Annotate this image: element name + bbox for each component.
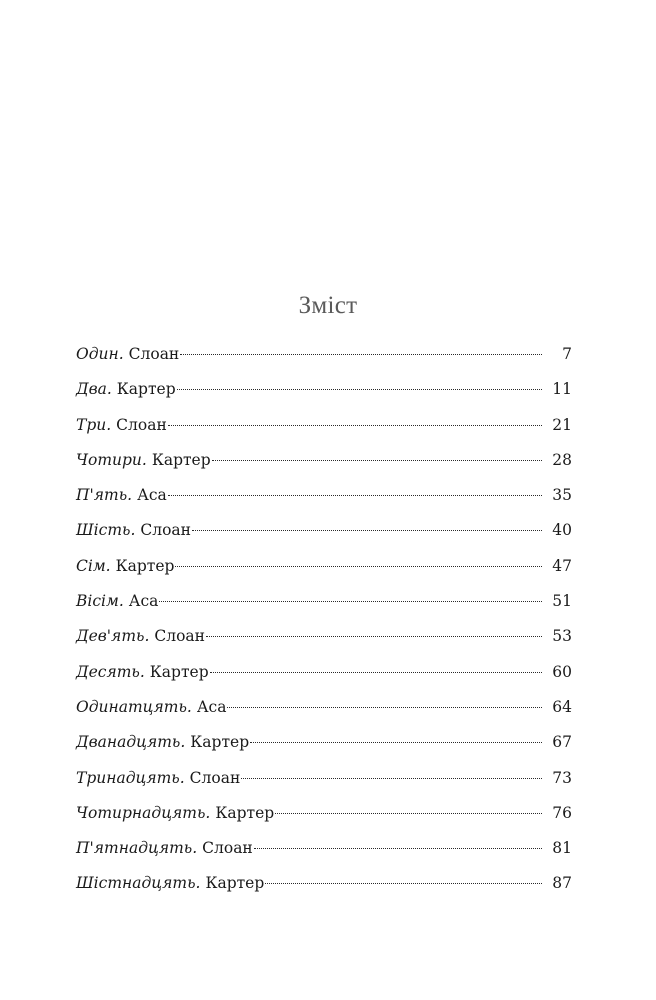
toc-chapter-title: Чотирнадцять. <box>76 803 211 822</box>
toc-narrator: Слоан <box>116 415 167 434</box>
toc-dot-leader <box>254 848 542 849</box>
toc-entry[interactable] <box>76 836 572 871</box>
toc-chapter-title: П'ять. <box>76 486 133 505</box>
toc-page-number: 53 <box>552 627 572 646</box>
toc-page-number: 51 <box>552 592 572 611</box>
toc-narrator: Картер <box>149 662 209 681</box>
toc-narrator: Картер <box>115 556 175 575</box>
toc-entry[interactable] <box>76 413 572 448</box>
toc-chapter-title: Один. <box>76 345 124 363</box>
toc-entry[interactable] <box>76 377 572 412</box>
toc-chapter-title: П'ятнадцять. <box>76 839 198 858</box>
toc-dot-leader <box>250 742 542 743</box>
toc-chapter-title: Сім. <box>76 556 111 575</box>
toc-chapter-title: Шість. <box>76 521 136 540</box>
toc-entry[interactable] <box>76 695 572 730</box>
toc-dot-leader <box>192 530 542 531</box>
toc-page-number: 60 <box>552 662 572 681</box>
toc-page-number: 67 <box>552 733 572 752</box>
toc-narrator: Аса <box>137 486 167 505</box>
toc-page-number: 87 <box>552 874 572 893</box>
toc-page-number: 11 <box>552 380 572 399</box>
toc-entry[interactable] <box>76 518 572 553</box>
toc-page-number: 64 <box>552 697 572 716</box>
toc-page-number: 76 <box>552 803 572 822</box>
toc-entry[interactable] <box>76 801 572 836</box>
toc-narrator: Картер <box>151 450 211 469</box>
toc-narrator: Слоан <box>128 345 180 363</box>
toc-chapter-title: Три. <box>76 415 112 434</box>
toc-page-number: 40 <box>552 521 572 540</box>
toc-entry[interactable] <box>76 660 572 695</box>
toc-dot-leader <box>275 813 542 814</box>
toc-page-number: 47 <box>552 556 572 575</box>
toc-title: Зміст <box>298 292 358 319</box>
toc-chapter-title: Шістнадцять. <box>76 874 201 893</box>
toc-page-number: 73 <box>552 768 572 787</box>
toc-dot-leader <box>180 354 542 355</box>
toc-chapter-title: Дев'ять. <box>76 627 150 646</box>
toc-chapter-title: Два. <box>76 380 112 399</box>
toc-entry[interactable] <box>76 871 572 906</box>
toc-chapter-title: Вісім. <box>76 592 124 611</box>
toc-dot-leader <box>177 389 542 390</box>
toc-chapter-title: Десять. <box>76 662 145 681</box>
toc-dot-leader <box>265 883 542 884</box>
toc-page-number: 81 <box>552 839 572 858</box>
toc-entry[interactable] <box>76 589 572 624</box>
toc-page-number: 35 <box>552 486 572 505</box>
toc-narrator: Слоан <box>202 839 253 858</box>
toc-chapter-title: Тринадцять. <box>76 768 185 787</box>
toc-dot-leader <box>241 778 542 779</box>
toc-narrator: Аса <box>128 592 159 611</box>
toc-dot-leader <box>212 460 542 461</box>
toc-entry[interactable] <box>76 342 572 377</box>
toc-dot-leader <box>206 636 542 637</box>
table-of-contents <box>76 342 572 907</box>
toc-entry[interactable] <box>76 483 572 518</box>
toc-narrator: Слоан <box>189 768 241 787</box>
toc-entry[interactable] <box>76 448 572 483</box>
toc-narrator: Слоан <box>140 521 192 540</box>
toc-chapter-title: Дванадцять. <box>76 733 186 752</box>
toc-page-number: 28 <box>552 450 572 469</box>
toc-dot-leader <box>210 672 542 673</box>
toc-chapter-title: Одинатцять. <box>76 697 192 716</box>
toc-narrator: Картер <box>190 733 250 752</box>
toc-narrator: Аса <box>196 697 227 716</box>
toc-entry[interactable] <box>76 730 572 765</box>
toc-dot-leader <box>168 425 542 426</box>
toc-entry[interactable] <box>76 554 572 589</box>
toc-dot-leader <box>159 601 542 602</box>
toc-dot-leader <box>168 495 542 496</box>
toc-page-number: 7 <box>562 345 572 363</box>
toc-entry[interactable] <box>76 766 572 801</box>
toc-narrator: Слоан <box>154 627 206 646</box>
toc-entry[interactable] <box>76 624 572 659</box>
toc-chapter-title: Чотири. <box>76 450 147 469</box>
toc-narrator: Картер <box>205 874 265 893</box>
toc-dot-leader <box>227 707 542 708</box>
toc-narrator: Картер <box>116 380 176 399</box>
toc-dot-leader <box>175 566 542 567</box>
toc-page-number: 21 <box>552 415 572 434</box>
toc-narrator: Картер <box>215 803 275 822</box>
